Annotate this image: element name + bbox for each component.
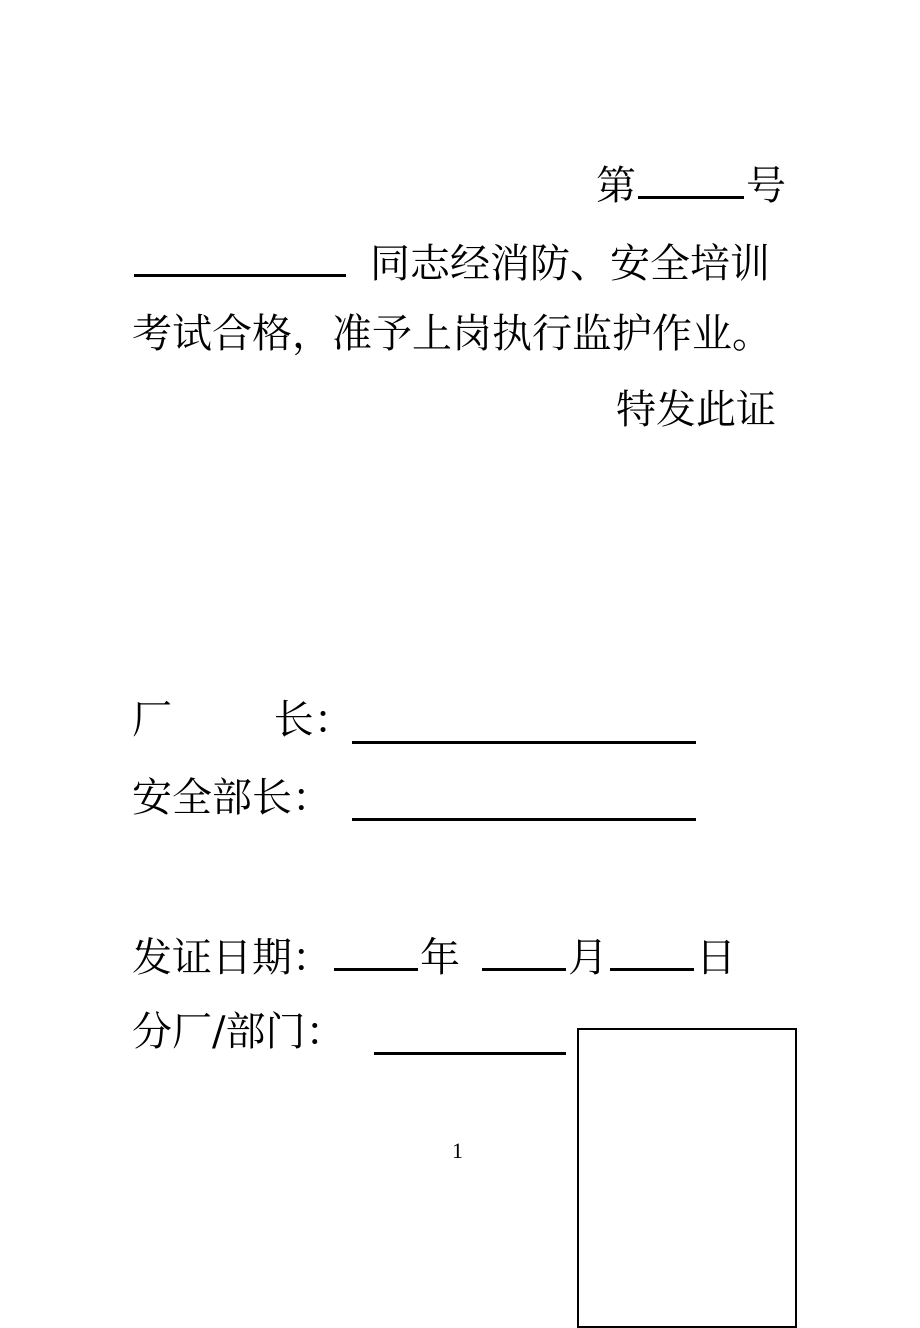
statement-line-1 <box>132 234 770 287</box>
issue-year-blank[interactable] <box>334 928 418 971</box>
closing-text: 特发此证 <box>616 387 776 433</box>
department-row <box>132 1008 345 1056</box>
safety-minister-signature-blank[interactable] <box>352 778 696 821</box>
issue-date-row <box>132 928 736 981</box>
closing-line <box>616 386 776 434</box>
issue-date-label: 发证日期： <box>132 935 332 981</box>
issue-month-blank[interactable] <box>482 928 566 971</box>
statement-line-2 <box>132 310 772 358</box>
cert-number-line <box>596 156 786 209</box>
cert-number-suffix: 号 <box>746 163 786 209</box>
safety-minister-row <box>132 774 332 822</box>
issue-month-label: 月 <box>568 935 608 981</box>
safety-minister-label: 安全部长： <box>132 775 332 821</box>
issue-day-blank[interactable] <box>610 928 694 971</box>
factory-director-label: 厂 长： <box>132 697 354 743</box>
issue-year-label: 年 <box>420 935 460 981</box>
statement-text-1: 同志经消防、安全培训 <box>370 241 770 287</box>
cert-number-blank[interactable] <box>638 156 744 199</box>
cert-number-prefix: 第 <box>596 163 636 209</box>
issue-day-label: 日 <box>696 935 736 981</box>
factory-director-row <box>132 696 354 744</box>
page-number: 1 <box>452 1138 463 1163</box>
name-blank[interactable] <box>134 234 346 277</box>
department-label: 分厂/部门： <box>132 1009 346 1055</box>
statement-text-2: 考试合格，准予上岗执行监护作业。 <box>132 311 772 357</box>
factory-director-signature-blank[interactable] <box>352 701 696 744</box>
department-blank[interactable] <box>374 1012 566 1055</box>
photo-box <box>577 1028 797 1328</box>
